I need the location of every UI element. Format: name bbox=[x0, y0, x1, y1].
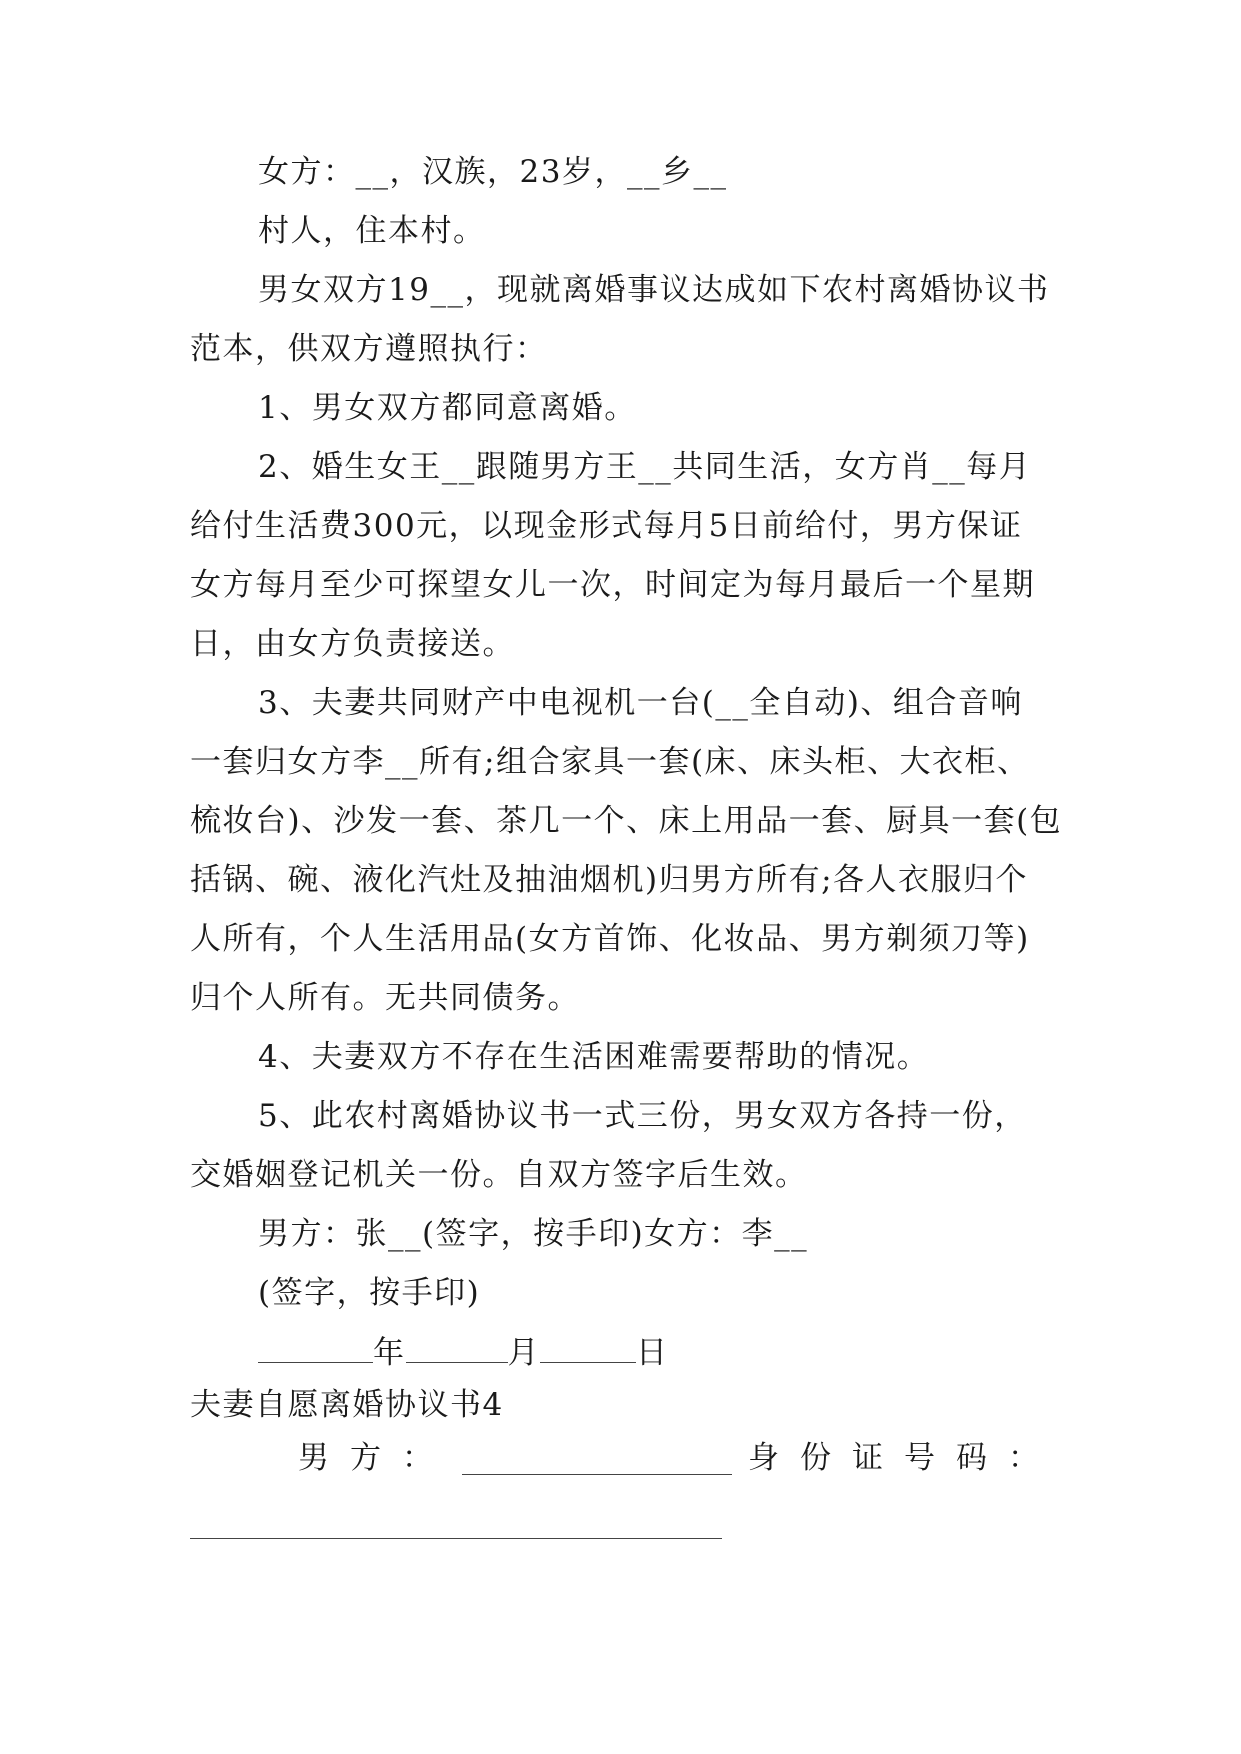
signature-line: 男方：张__(签字，按手印)女方：李__ bbox=[258, 1216, 809, 1252]
clause-3-line-2: 一套归女方李__所有;组合家具一套(床、床头柜、大衣柜、 bbox=[190, 744, 1030, 780]
year-label: 年 bbox=[373, 1335, 406, 1371]
clause-5-line-2: 交婚姻登记机关一份。自双方签字后生效。 bbox=[190, 1157, 808, 1193]
section-title: 夫妻自愿离婚协议书4 bbox=[190, 1387, 504, 1423]
clause-3-line-4: 括锅、碗、液化汽灶及抽油烟机)归男方所有;各人衣服归个 bbox=[190, 862, 1029, 898]
clause-3-line-6: 归个人所有。无共同债务。 bbox=[190, 980, 580, 1016]
month-label: 月 bbox=[507, 1335, 540, 1371]
id-number-blank bbox=[190, 1538, 722, 1539]
male-name-blank bbox=[462, 1444, 732, 1475]
year-blank bbox=[258, 1332, 373, 1363]
clause-2-line-4: 日，由女方负责接送。 bbox=[190, 626, 515, 662]
text-line-2: 村人，住本村。 bbox=[258, 213, 486, 249]
clause-3-line-5: 人所有，个人生活用品(女方首饰、化妆品、男方剃须刀等) bbox=[190, 921, 1030, 957]
id-number-label: 身份证号码： bbox=[748, 1440, 1060, 1476]
clause-2-line-3: 女方每月至少可探望女儿一次，时间定为每月最后一个星期 bbox=[190, 567, 1035, 603]
clause-3-line-3: 梳妆台)、沙发一套、茶几一个、床上用品一套、厨具一套(包 bbox=[190, 803, 1063, 839]
clause-5-line-1: 5、此农村离婚协议书一式三份，男女双方各持一份， bbox=[258, 1098, 1027, 1134]
clause-2-line-1: 2、婚生女王__跟随男方王__共同生活，女方肖__每月 bbox=[258, 449, 1032, 485]
text-line-4: 范本，供双方遵照执行： bbox=[190, 331, 548, 367]
month-blank bbox=[406, 1332, 508, 1363]
text-line-3: 男女双方19__，现就离婚事议达成如下农村离婚协议书 bbox=[258, 272, 1050, 308]
day-label: 日 bbox=[636, 1335, 669, 1371]
day-blank bbox=[540, 1332, 636, 1363]
signature-note: (签字，按手印) bbox=[258, 1275, 481, 1311]
clause-2-line-2: 给付生活费300元，以现金形式每月5日前给付，男方保证 bbox=[190, 508, 1023, 544]
text-line-1: 女方：__，汉族，23岁，__乡__ bbox=[258, 154, 728, 190]
clause-1: 1、男女双方都同意离婚。 bbox=[258, 390, 637, 426]
clause-3-line-1: 3、夫妻共同财产中电视机一台(__全自动)、组合音响 bbox=[258, 685, 1023, 721]
date-line bbox=[258, 1332, 1128, 1373]
male-label: 男方： bbox=[298, 1440, 454, 1476]
clause-4: 4、夫妻双方不存在生活困难需要帮助的情况。 bbox=[258, 1039, 930, 1075]
